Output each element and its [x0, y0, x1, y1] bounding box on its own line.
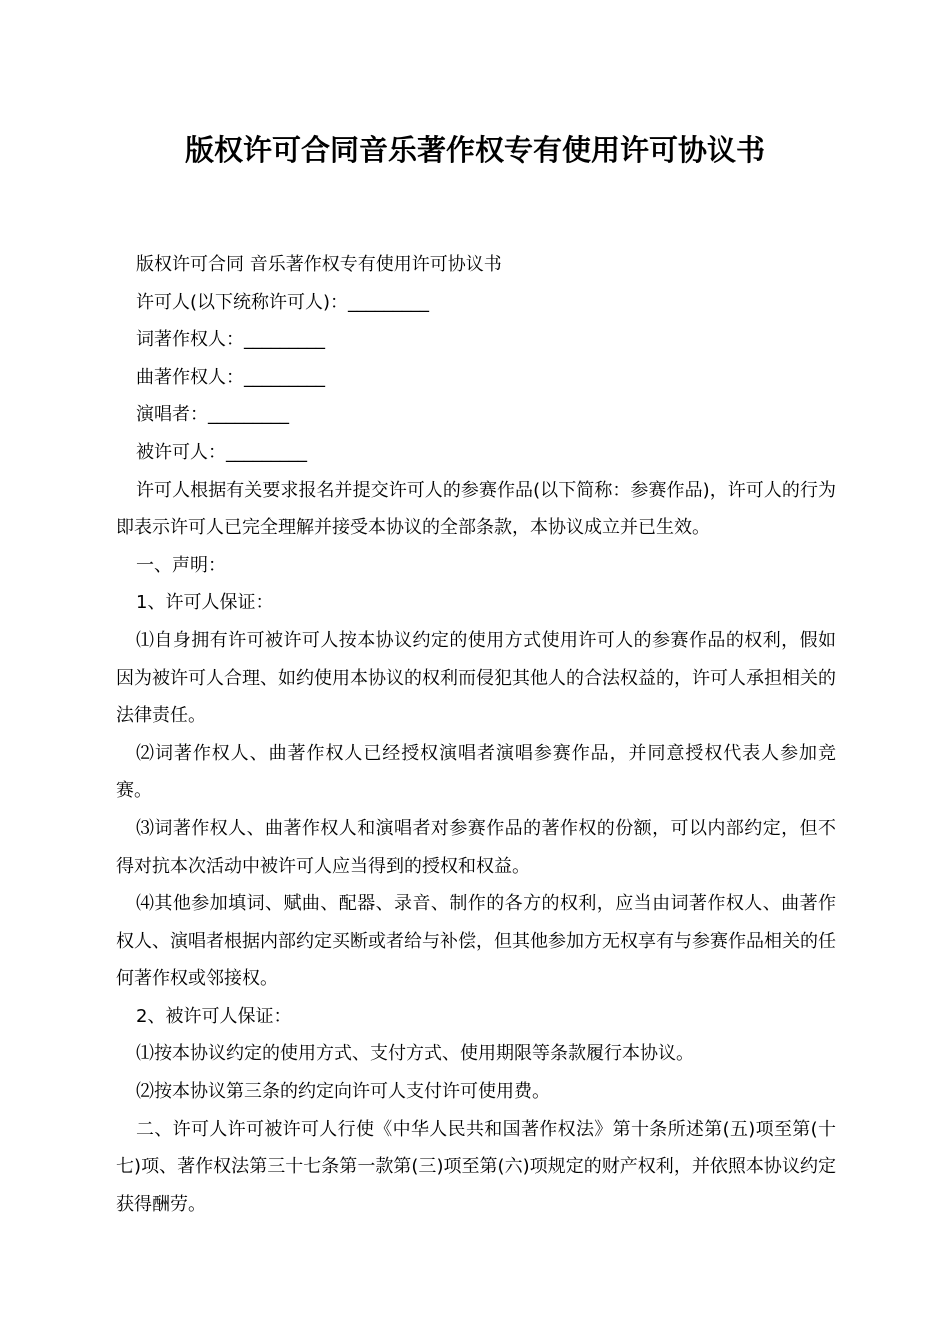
clause-1-1: ⑴自身拥有许可被许可人按本协议约定的使用方式使用许可人的参赛作品的权利，假如因为被许可人合理、如约使用本协议的权利而侵犯其他人的合法权益的，许可人承担相关的法律责任。	[116, 629, 836, 727]
document-body	[116, 246, 836, 1223]
section-two-paragraph: 二、许可人许可被许可人行使《中华人民共和国著作权法》第十条所述第(五)项至第(十七)项、著作权法第三十七条第一款第(三)项至第(六)项规定的财产权利，并依照本协议约定获得酬劳。	[116, 1118, 836, 1215]
composer-field: 曲著作权人：_________	[136, 366, 325, 388]
licensee-field: 被许可人：_________	[136, 441, 307, 463]
clause-2-1: ⑴按本协议约定的使用方式、支付方式、使用期限等条款履行本协议。	[136, 1043, 694, 1065]
section-heading-declaration: 一、声明：	[136, 554, 226, 576]
clause-1-3: ⑶词著作权人、曲著作权人和演唱者对参赛作品的著作权的份额，可以内部约定，但不得对抗本次活动中被许可人应当得到的授权和权益。	[116, 817, 836, 877]
document-title: 版权许可合同音乐著作权专有使用许可协议书	[184, 133, 765, 167]
clause-1-2: ⑵词著作权人、曲著作权人已经授权演唱者演唱参赛作品，并同意授权代表人参加竞赛。	[116, 742, 836, 802]
preamble-paragraph: 许可人根据有关要求报名并提交许可人的参赛作品(以下简称：参赛作品)，许可人的行为即表示许可人已完全理解并接受本协议的全部条款，本协议成立并已生效。	[116, 479, 836, 539]
clause-2-2: ⑵按本协议第三条的约定向许可人支付许可使用费。	[136, 1081, 550, 1103]
subtitle-line: 版权许可合同 音乐著作权专有使用许可协议书	[136, 254, 502, 275]
subsection-heading-licensor-guarantee: 1、许可人保证：	[136, 592, 274, 614]
performer-field: 演唱者：_________	[136, 404, 289, 426]
subsection-heading-licensee-guarantee: 2、被许可人保证：	[136, 1005, 292, 1027]
lyricist-field: 词著作权人：_________	[136, 329, 325, 351]
licensor-field: 许可人(以下统称许可人)：_________	[136, 291, 430, 313]
clause-1-4: ⑷其他参加填词、赋曲、配器、录音、制作的各方的权利，应当由词著作权人、曲著作权人、演唱者根据内部约定买断或者给与补偿，但其他参加方无权享有与参赛作品相关的任何著作权或邻接权。	[116, 893, 836, 990]
